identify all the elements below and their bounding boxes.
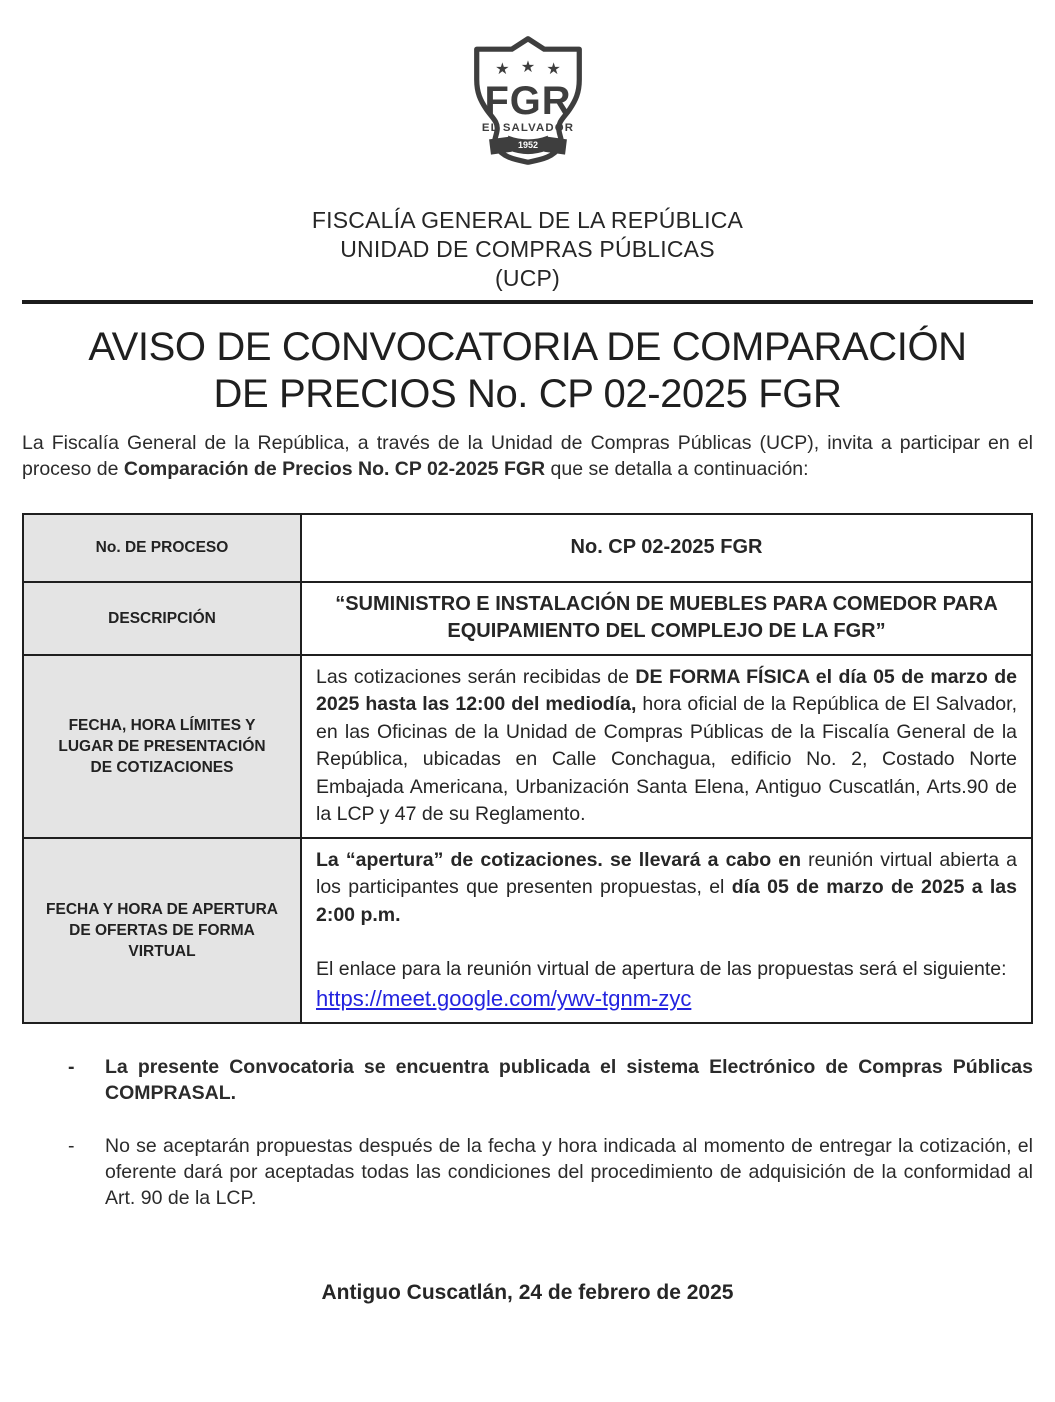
submission-deadline: DE FORMA FÍSICA el día 05 de marzo de 2025 hasta las 12:00 del mediodía, [316,665,1017,715]
header-divider [22,300,1033,304]
logo-acronym: FGR [483,78,572,123]
note-dash: - [68,1056,75,1078]
page-title: AVISO DE CONVOCATORIA DE COMPARACIÓN DE PRECIOS No. CP 02-2025 FGR [88,325,967,416]
fgr-logo [22,34,1033,166]
opening-paragraph [316,847,1017,930]
intro-text-end: que se detalla a continuación: [545,457,809,480]
note-text: La presente Convocatoria se encuentra publicada el sistema Electrónico de Compras Públicas COMPRASAL. [105,1056,1033,1104]
description-value: “SUMINISTRO E INSTALACIÓN DE MUEBLES PARA COMEDOR PARA EQUIPAMIENTO DEL COMPLEJO DE LA FGR” [301,582,1032,655]
meet-link[interactable]: https://meet.google.com/ywv-tgnm-zyc [316,985,692,1011]
process-number-value: No. CP 02-2025 FGR [301,514,1032,582]
description-label: DESCRIPCIÓN [23,582,301,655]
blank-line [316,929,1017,956]
intro-process-name: Comparación de Precios No. CP 02-2025 FGR [123,457,546,480]
star-icon: ★ [494,58,510,78]
org-name: FISCALÍA GENERAL DE LA REPÚBLICA [311,207,744,233]
submission-value [301,655,1032,838]
star-icon: ★ [545,58,561,78]
note-text: No se aceptarán propuestas después de la fecha y hora indicada al momento de entregar la cotización, el oferente dará por aceptadas todas las condiciones del procedimiento de adquisición de la conformidad al Art. 90 de la LCP. [105,1135,1033,1209]
submission-location: hora oficial de la República de El Salvador, en las Oficinas de la Unidad de Compras Públicas de la Fiscalía General de la República, ubicadas en Calle Conchagua, edificio No. 2, Costado Norte Embajada Americana, Urbanización Santa Elena, Antiguo Cuscatlán, Arts.90 de la LCP y 47 de su Reglamento. [316,693,1017,825]
intro-text: La Fiscalía General de la República, a través de la Unidad de Compras Públicas (UCP), invita a participar en el proceso de [22,432,1033,480]
opening-datetime: día 05 de marzo de 2025 a las 2:00 p.m. [316,876,1017,926]
note-dash: - [68,1135,75,1157]
fgr-shield-icon [455,34,601,166]
opening-value [301,838,1032,1024]
table-row-description [23,582,1032,655]
org-unit: UNIDAD DE COMPRAS PÚBLICAS [340,236,715,262]
dateline: Antiguo Cuscatlán, 24 de febrero de 2025 [321,1281,734,1304]
opening-link-intro: El enlace para la reunión virtual de apertura de las propuestas será el siguiente: [316,958,1007,980]
star-icon: ★ [520,56,535,76]
process-number-label: No. DE PROCESO [23,514,301,582]
process-table [22,513,1033,1024]
intro-paragraph [22,431,1033,482]
logo-year: 1952 [517,139,538,150]
table-row-opening [23,838,1032,1024]
org-unit-abbr: (UCP) [495,265,560,291]
logo-country: EL SALVADOR [481,121,574,134]
opening-intro: La “apertura” de cotizaciones. se llevará a cabo en [316,848,809,871]
note-deadline [68,1133,1033,1211]
submission-label: FECHA, HORA LÍMITES Y LUGAR DE PRESENTACIÓN DE COTIZACIONES [23,655,301,838]
notes-section [22,1054,1033,1211]
note-comprasal [68,1054,1033,1106]
opening-mode: reunión virtual abierta a los participantes que presenten propuestas, el [316,848,1017,898]
opening-label: FECHA Y HORA DE APERTURA DE OFERTAS DE FORMA VIRTUAL [23,838,301,1024]
submission-text: Las cotizaciones serán recibidas de [316,665,636,688]
table-row-submission [23,655,1032,838]
table-row-process [23,514,1032,582]
org-header [22,206,1033,293]
